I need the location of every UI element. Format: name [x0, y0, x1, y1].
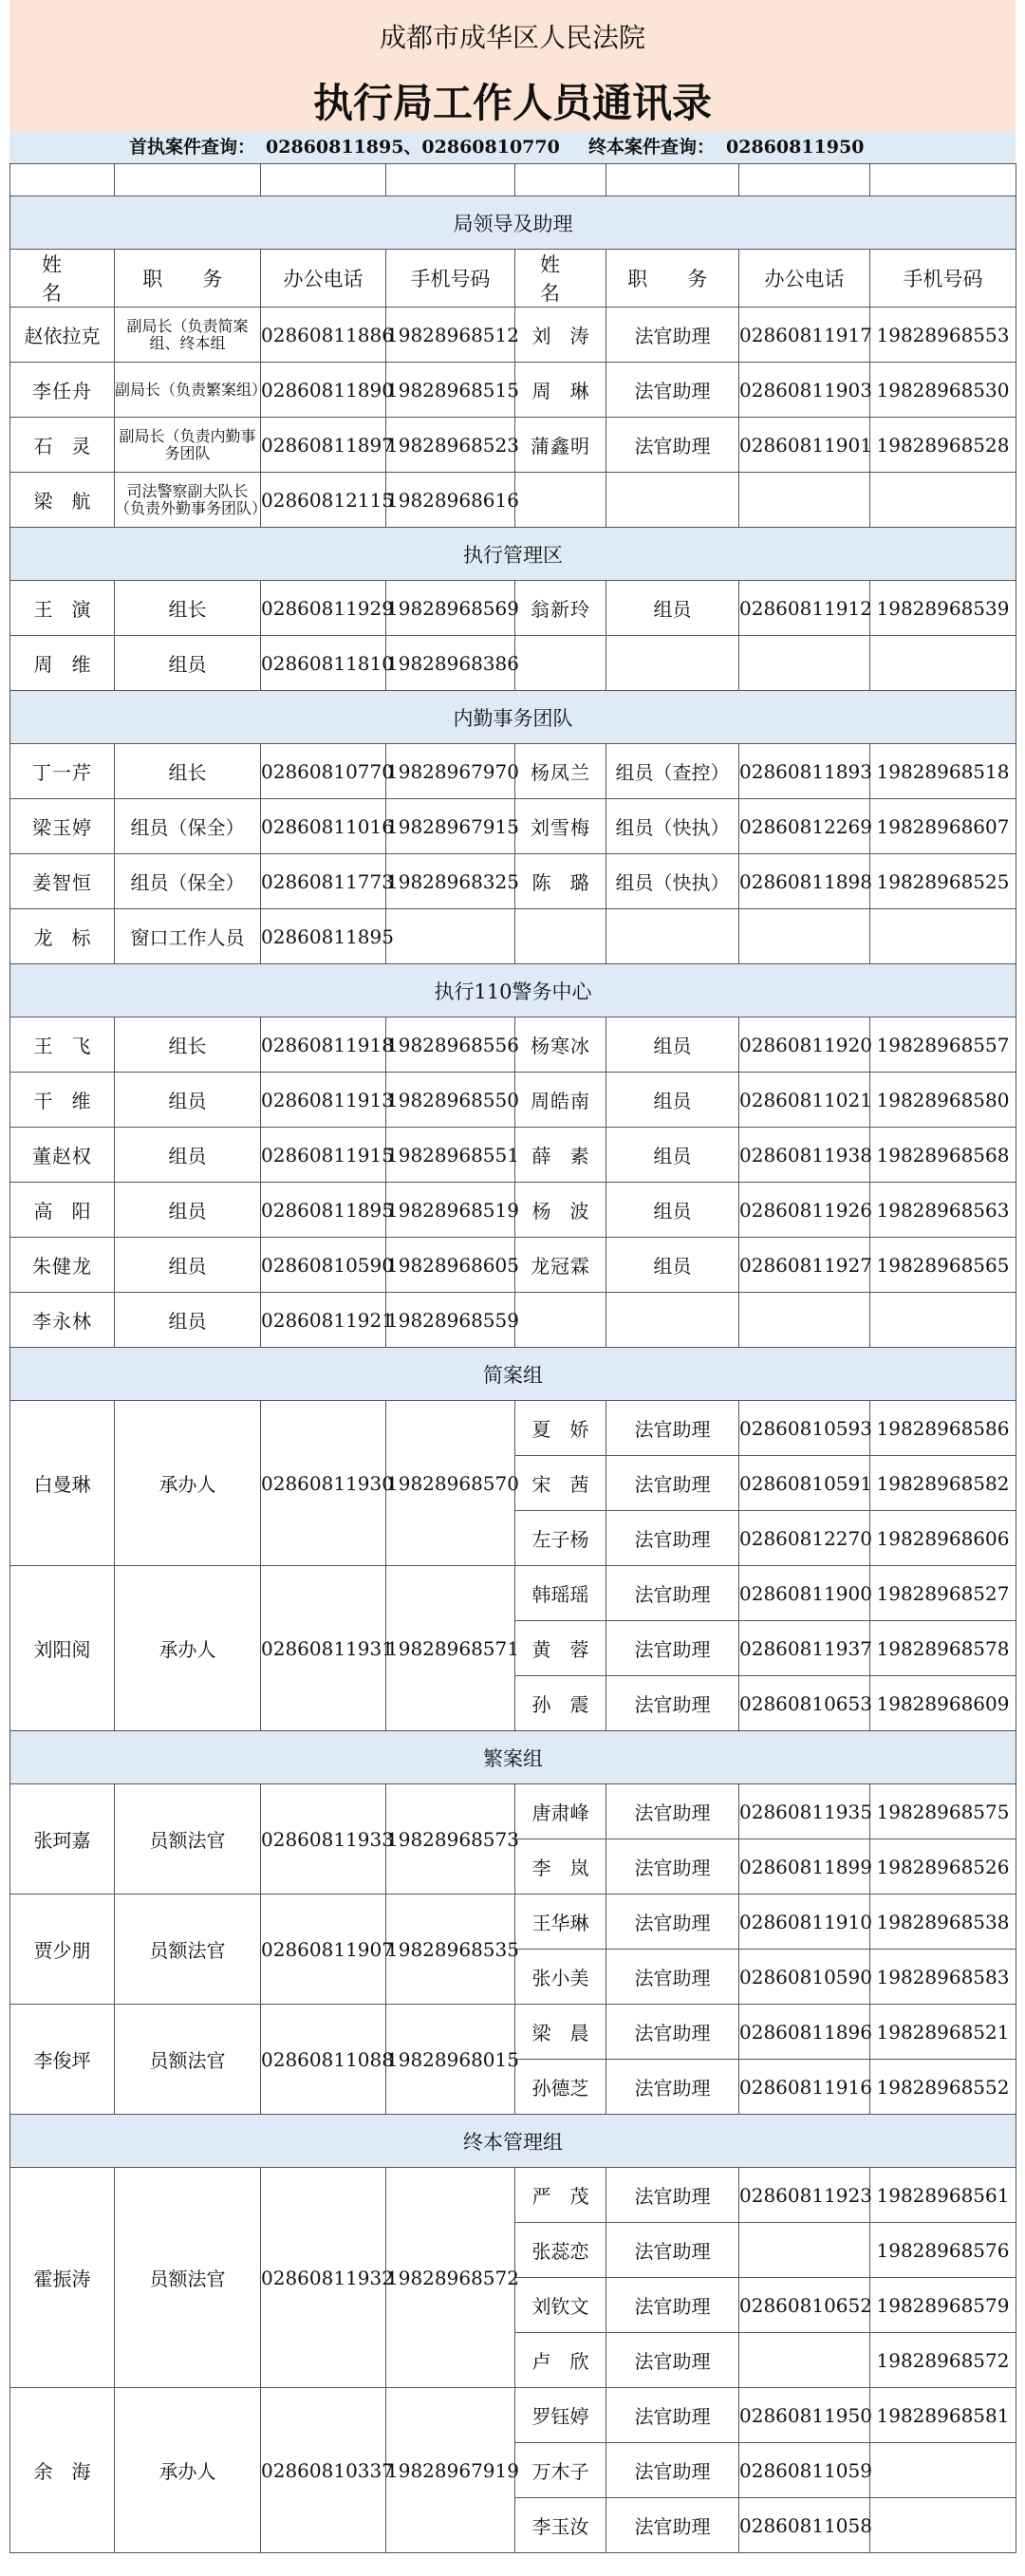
- table-cell: [115, 164, 261, 196]
- table-cell: 02860811913: [261, 1073, 386, 1128]
- table-cell: 余 海: [10, 2388, 115, 2553]
- table-cell: 组长: [115, 581, 261, 636]
- table-row: [10, 1566, 1016, 1621]
- table-cell: [606, 909, 739, 964]
- table-cell: 02860811935: [739, 1784, 870, 1839]
- table-cell: 组员: [606, 581, 739, 636]
- table-row: [10, 1895, 1016, 1950]
- table-cell: 姜智恒: [10, 854, 115, 909]
- table-cell: 法官助理: [606, 2498, 739, 2553]
- section-header-row: [10, 196, 1016, 250]
- table-row: [10, 1401, 1016, 1456]
- table-cell: 02860811059: [739, 2443, 870, 2498]
- table-cell: 02860811895: [261, 909, 386, 964]
- table-cell: 19828968616: [386, 473, 515, 528]
- table-cell: 19828967915: [386, 799, 515, 854]
- table-row: [10, 799, 1016, 854]
- table-cell: 王 飞: [10, 1017, 115, 1073]
- table-cell: 万木子: [515, 2443, 606, 2498]
- table-cell: 19828968515: [386, 363, 515, 418]
- table-cell: 组长: [115, 744, 261, 799]
- table-cell: 法官助理: [606, 2223, 739, 2278]
- table-cell: 组员: [115, 1128, 261, 1183]
- table-cell: 陈 璐: [515, 854, 606, 909]
- table-cell: 02860810590: [739, 1950, 870, 2005]
- table-cell: 刘钦文: [515, 2278, 606, 2333]
- table-cell: 赵依拉克: [10, 308, 115, 363]
- table-cell: 19828968572: [386, 2168, 515, 2388]
- table-cell: 组长: [115, 1017, 261, 1073]
- table-cell: 19828968559: [386, 1293, 515, 1348]
- table-cell: 02860811930: [261, 1401, 386, 1566]
- table-cell: 龙 标: [10, 909, 115, 964]
- final-query-value: 02860811950: [726, 137, 865, 158]
- table-cell: 司法警察副大队长（负责外勤事务团队）: [115, 473, 261, 528]
- table-cell: 02860811903: [739, 363, 870, 418]
- table-cell: 19828968519: [386, 1183, 515, 1238]
- table-cell: [515, 473, 606, 528]
- table-cell: 法官助理: [606, 1511, 739, 1566]
- section-title: 执行管理区: [10, 528, 1016, 581]
- column-header-row: [10, 250, 1016, 308]
- table-cell: 白曼琳: [10, 1401, 115, 1566]
- table-cell: 19828968606: [870, 1511, 1016, 1566]
- table-cell: [739, 909, 870, 964]
- table-row: [10, 418, 1016, 473]
- table-cell: 宋 茜: [515, 1456, 606, 1511]
- table-cell: 窗口工作人员: [115, 909, 261, 964]
- table-cell: [870, 473, 1016, 528]
- table-row: [10, 636, 1016, 691]
- column-header: 姓 名: [10, 250, 115, 308]
- table-cell: [606, 164, 739, 196]
- table-cell: 02860811929: [261, 581, 386, 636]
- table-row: [10, 854, 1016, 909]
- table-cell: 19828968570: [386, 1401, 515, 1566]
- table-cell: 法官助理: [606, 2060, 739, 2115]
- table-cell: 法官助理: [606, 418, 739, 473]
- table-cell: 02860811910: [739, 1895, 870, 1950]
- table-cell: 19828968512: [386, 308, 515, 363]
- table-cell: [870, 164, 1016, 196]
- table-cell: 19828968551: [386, 1128, 515, 1183]
- table-cell: 组员: [606, 1183, 739, 1238]
- table-row: [10, 1293, 1016, 1348]
- section-title: 简案组: [10, 1348, 1016, 1401]
- table-cell: [870, 2443, 1016, 2498]
- table-cell: 法官助理: [606, 2168, 739, 2223]
- table-cell: 法官助理: [606, 1621, 739, 1676]
- table-cell: 薛 素: [515, 1128, 606, 1183]
- table-cell: 杨 波: [515, 1183, 606, 1238]
- table-cell: 02860811901: [739, 418, 870, 473]
- section-header-row: [10, 964, 1016, 1017]
- table-cell: 19828968538: [870, 1895, 1016, 1950]
- first-query-value: 02860811895、02860810770: [266, 137, 560, 158]
- table-cell: [739, 1293, 870, 1348]
- table-cell: 02860811897: [261, 418, 386, 473]
- column-header: 办公电话: [739, 250, 870, 308]
- table-cell: 副局长（负责繁案组）: [115, 363, 261, 418]
- column-header: 职 务: [606, 250, 739, 308]
- page-title: 执行局工作人员通讯录: [9, 76, 1016, 131]
- table-cell: 19828968539: [870, 581, 1016, 636]
- table-cell: 02860811918: [261, 1017, 386, 1073]
- table-cell: 19828967919: [386, 2388, 515, 2553]
- table-cell: 卢 欣: [515, 2333, 606, 2388]
- table-cell: 19828968015: [386, 2005, 515, 2115]
- table-cell: [606, 473, 739, 528]
- table-cell: 霍振涛: [10, 2168, 115, 2388]
- table-cell: 组员: [606, 1073, 739, 1128]
- section-header-row: [10, 2115, 1016, 2168]
- table-cell: 02860811893: [739, 744, 870, 799]
- table-cell: 19828968528: [870, 418, 1016, 473]
- table-cell: 组员: [115, 1183, 261, 1238]
- table-cell: 唐肃峰: [515, 1784, 606, 1839]
- table-cell: 02860811921: [261, 1293, 386, 1348]
- table-cell: 组员（快执）: [606, 799, 739, 854]
- section-header-row: [10, 691, 1016, 744]
- table-cell: 杨寒冰: [515, 1017, 606, 1073]
- table-cell: 19828968561: [870, 2168, 1016, 2223]
- table-cell: 组员: [606, 1128, 739, 1183]
- table-cell: 副局长（负责简案组、终本组: [115, 308, 261, 363]
- section-title: 执行110警务中心: [10, 964, 1016, 1017]
- table-cell: 19828968572: [870, 2333, 1016, 2388]
- table-cell: [606, 1293, 739, 1348]
- section-header-row: [10, 528, 1016, 581]
- section-title: 终本管理组: [10, 2115, 1016, 2168]
- table-cell: 罗钰婷: [515, 2388, 606, 2443]
- table-cell: 19828968586: [870, 1401, 1016, 1456]
- section-header-row: [10, 1731, 1016, 1784]
- table-cell: 19828968579: [870, 2278, 1016, 2333]
- final-query-label: 终本案件查询：: [588, 137, 716, 158]
- table-cell: 杨凤兰: [515, 744, 606, 799]
- table-cell: 周 维: [10, 636, 115, 691]
- table-cell: 组员（保全）: [115, 854, 261, 909]
- table-cell: 承办人: [115, 1566, 261, 1731]
- table-cell: 19828968386: [386, 636, 515, 691]
- table-cell: 法官助理: [606, 1456, 739, 1511]
- table-cell: 承办人: [115, 1401, 261, 1566]
- table-cell: 法官助理: [606, 308, 739, 363]
- table-cell: 02860811088: [261, 2005, 386, 2115]
- table-cell: 朱健龙: [10, 1238, 115, 1293]
- table-cell: 干 维: [10, 1073, 115, 1128]
- table-cell: 02860811021: [739, 1073, 870, 1128]
- table-cell: 刘阳阅: [10, 1566, 115, 1731]
- table-cell: 02860811917: [739, 308, 870, 363]
- table-cell: 19828968557: [870, 1017, 1016, 1073]
- table-cell: 夏 娇: [515, 1401, 606, 1456]
- table-cell: 员额法官: [115, 1784, 261, 1895]
- table-cell: 承办人: [115, 2388, 261, 2553]
- table-cell: 19828968523: [386, 418, 515, 473]
- table-cell: 19828967970: [386, 744, 515, 799]
- table-cell: 法官助理: [606, 2278, 739, 2333]
- table-cell: 组员: [115, 1293, 261, 1348]
- query-bar: [9, 131, 1016, 163]
- table-cell: 法官助理: [606, 1401, 739, 1456]
- table-cell: 02860810652: [739, 2278, 870, 2333]
- table-cell: [870, 1293, 1016, 1348]
- table-cell: 02860811926: [739, 1183, 870, 1238]
- spacer-row: [10, 164, 1016, 196]
- table-cell: 组员: [606, 1238, 739, 1293]
- table-cell: 02860811938: [739, 1128, 870, 1183]
- table-cell: 02860811016: [261, 799, 386, 854]
- table-row: [10, 2005, 1016, 2060]
- table-cell: 02860810591: [739, 1456, 870, 1511]
- column-header: 手机号码: [870, 250, 1016, 308]
- table-cell: 高 阳: [10, 1183, 115, 1238]
- table-cell: 19828968609: [870, 1676, 1016, 1731]
- table-cell: 法官助理: [606, 1676, 739, 1731]
- table-row: [10, 581, 1016, 636]
- table-cell: 02860811915: [261, 1128, 386, 1183]
- table-cell: [739, 164, 870, 196]
- section-header-row: [10, 1348, 1016, 1401]
- table-cell: [739, 636, 870, 691]
- table-cell: 02860811890: [261, 363, 386, 418]
- section-title: 局领导及助理: [10, 196, 1016, 250]
- table-row: [10, 1238, 1016, 1293]
- table-cell: 02860811895: [261, 1183, 386, 1238]
- table-cell: 19828968563: [870, 1183, 1016, 1238]
- first-query-label: 首执案件查询：: [129, 137, 256, 158]
- table-cell: 法官助理: [606, 2388, 739, 2443]
- table-cell: 19828968550: [386, 1073, 515, 1128]
- table-cell: 蒲鑫明: [515, 418, 606, 473]
- table-row: [10, 744, 1016, 799]
- table-cell: 法官助理: [606, 363, 739, 418]
- table-cell: [386, 164, 515, 196]
- table-cell: 法官助理: [606, 1895, 739, 1950]
- table-cell: 法官助理: [606, 1839, 739, 1895]
- table-cell: 丁一芹: [10, 744, 115, 799]
- table-row: [10, 909, 1016, 964]
- table-cell: 02860812269: [739, 799, 870, 854]
- table-cell: 刘雪梅: [515, 799, 606, 854]
- table-cell: 周 琳: [515, 363, 606, 418]
- table-cell: 员额法官: [115, 2005, 261, 2115]
- table-cell: 员额法官: [115, 1895, 261, 2005]
- table-cell: 李俊坪: [10, 2005, 115, 2115]
- table-cell: 法官助理: [606, 1566, 739, 1621]
- table-cell: 19828968569: [386, 581, 515, 636]
- table-cell: 19828968581: [870, 2388, 1016, 2443]
- table-cell: 19828968521: [870, 2005, 1016, 2060]
- table-cell: 组员（保全）: [115, 799, 261, 854]
- table-cell: 法官助理: [606, 2333, 739, 2388]
- table-cell: 19828968582: [870, 1456, 1016, 1511]
- table-cell: 19828968576: [870, 2223, 1016, 2278]
- table-cell: 02860811773: [261, 854, 386, 909]
- column-header: 姓 名: [515, 250, 606, 308]
- table-cell: 黄 蓉: [515, 1621, 606, 1676]
- table-cell: 组员（查控）: [606, 744, 739, 799]
- table-cell: 02860811932: [261, 2168, 386, 2388]
- table-cell: 02860811950: [739, 2388, 870, 2443]
- table-cell: [606, 636, 739, 691]
- table-cell: 02860812270: [739, 1511, 870, 1566]
- table-cell: [515, 1293, 606, 1348]
- table-cell: 02860811900: [739, 1566, 870, 1621]
- table-cell: 刘 涛: [515, 308, 606, 363]
- table-row: [10, 363, 1016, 418]
- table-cell: 19828968530: [870, 363, 1016, 418]
- table-cell: [870, 636, 1016, 691]
- table-cell: 02860811898: [739, 854, 870, 909]
- table-cell: 法官助理: [606, 1950, 739, 2005]
- table-cell: 梁玉婷: [10, 799, 115, 854]
- table-cell: 02860811896: [739, 2005, 870, 2060]
- table-row: [10, 1017, 1016, 1073]
- table-cell: 02860811886: [261, 308, 386, 363]
- table-cell: [10, 164, 115, 196]
- table-cell: 02860811810: [261, 636, 386, 691]
- table-cell: 张小美: [515, 1950, 606, 2005]
- table-cell: 19828968526: [870, 1839, 1016, 1895]
- table-cell: 19828968565: [870, 1238, 1016, 1293]
- table-cell: [515, 164, 606, 196]
- table-cell: [739, 2223, 870, 2278]
- table-cell: [515, 636, 606, 691]
- table-cell: 梁 航: [10, 473, 115, 528]
- table-cell: [739, 2333, 870, 2388]
- table-cell: 李永林: [10, 1293, 115, 1348]
- table-cell: 19828968518: [870, 744, 1016, 799]
- table-cell: 贾少朋: [10, 1895, 115, 2005]
- column-header: 手机号码: [386, 250, 515, 308]
- table-cell: 石 灵: [10, 418, 115, 473]
- table-cell: 19828968575: [870, 1784, 1016, 1839]
- table-cell: 组员: [115, 636, 261, 691]
- table-cell: 02860812115: [261, 473, 386, 528]
- table-cell: 员额法官: [115, 2168, 261, 2388]
- table-cell: 张蕊恋: [515, 2223, 606, 2278]
- table-cell: [870, 2498, 1016, 2553]
- table-cell: 法官助理: [606, 2443, 739, 2498]
- table-cell: 副局长（负责内勤事务团队: [115, 418, 261, 473]
- table-cell: 02860811937: [739, 1621, 870, 1676]
- table-cell: 孙德芝: [515, 2060, 606, 2115]
- table-cell: [261, 164, 386, 196]
- table-cell: [386, 909, 515, 964]
- table-cell: [739, 473, 870, 528]
- table-cell: 02860811931: [261, 1566, 386, 1731]
- court-name: 成都市成华区人民法院: [9, 0, 1016, 76]
- table-cell: 张珂嘉: [10, 1784, 115, 1895]
- table-cell: 法官助理: [606, 2005, 739, 2060]
- table-row: [10, 2388, 1016, 2443]
- table-cell: 02860811899: [739, 1839, 870, 1895]
- table-cell: 19828968527: [870, 1566, 1016, 1621]
- table-cell: 李 岚: [515, 1839, 606, 1895]
- table-row: [10, 2168, 1016, 2223]
- table-cell: 19828968583: [870, 1950, 1016, 2005]
- directory-table: [9, 163, 1016, 2553]
- table-cell: [515, 909, 606, 964]
- table-cell: 19828968556: [386, 1017, 515, 1073]
- table-cell: 龙冠霖: [515, 1238, 606, 1293]
- table-cell: 组员: [115, 1238, 261, 1293]
- table-cell: 02860811923: [739, 2168, 870, 2223]
- table-cell: 02860811912: [739, 581, 870, 636]
- section-title: 内勤事务团队: [10, 691, 1016, 744]
- table-cell: 王 演: [10, 581, 115, 636]
- column-header: 职 务: [115, 250, 261, 308]
- table-cell: 李任舟: [10, 363, 115, 418]
- table-cell: 周皓南: [515, 1073, 606, 1128]
- table-cell: 19828968571: [386, 1566, 515, 1731]
- table-row: [10, 1128, 1016, 1183]
- table-cell: 孙 震: [515, 1676, 606, 1731]
- table-cell: 19828968607: [870, 799, 1016, 854]
- table-cell: 02860810653: [739, 1676, 870, 1731]
- table-row: [10, 1784, 1016, 1839]
- table-cell: 02860810770: [261, 744, 386, 799]
- table-cell: 左子杨: [515, 1511, 606, 1566]
- table-cell: 19828968525: [870, 854, 1016, 909]
- table-cell: 19828968605: [386, 1238, 515, 1293]
- table-cell: 02860811058: [739, 2498, 870, 2553]
- table-cell: 李玉汝: [515, 2498, 606, 2553]
- table-cell: 02860811920: [739, 1017, 870, 1073]
- table-cell: 02860810593: [739, 1401, 870, 1456]
- table-cell: 韩瑶瑶: [515, 1566, 606, 1621]
- table-cell: 02860810337: [261, 2388, 386, 2553]
- table-cell: 02860811916: [739, 2060, 870, 2115]
- table-cell: 19828968553: [870, 308, 1016, 363]
- table-cell: 组员: [115, 1073, 261, 1128]
- table-cell: 梁 晨: [515, 2005, 606, 2060]
- table-row: [10, 308, 1016, 363]
- table-cell: 19828968568: [870, 1128, 1016, 1183]
- table-cell: 法官助理: [606, 1784, 739, 1839]
- table-cell: 02860811933: [261, 1784, 386, 1895]
- table-cell: 董赵权: [10, 1128, 115, 1183]
- table-cell: 02860811927: [739, 1238, 870, 1293]
- section-title: 繁案组: [10, 1731, 1016, 1784]
- column-header: 办公电话: [261, 250, 386, 308]
- table-cell: 组员: [606, 1017, 739, 1073]
- table-cell: 02860810590: [261, 1238, 386, 1293]
- table-cell: 翁新玲: [515, 581, 606, 636]
- table-cell: 19828968552: [870, 2060, 1016, 2115]
- table-row: [10, 1183, 1016, 1238]
- table-cell: 组员（快执）: [606, 854, 739, 909]
- table-cell: [870, 909, 1016, 964]
- table-cell: 19828968578: [870, 1621, 1016, 1676]
- table-row: [10, 473, 1016, 528]
- table-cell: 王华琳: [515, 1895, 606, 1950]
- table-cell: 19828968573: [386, 1784, 515, 1895]
- table-cell: 02860811907: [261, 1895, 386, 2005]
- table-cell: 19828968580: [870, 1073, 1016, 1128]
- table-cell: 19828968535: [386, 1895, 515, 2005]
- table-row: [10, 1073, 1016, 1128]
- table-cell: 19828968325: [386, 854, 515, 909]
- table-cell: 严 茂: [515, 2168, 606, 2223]
